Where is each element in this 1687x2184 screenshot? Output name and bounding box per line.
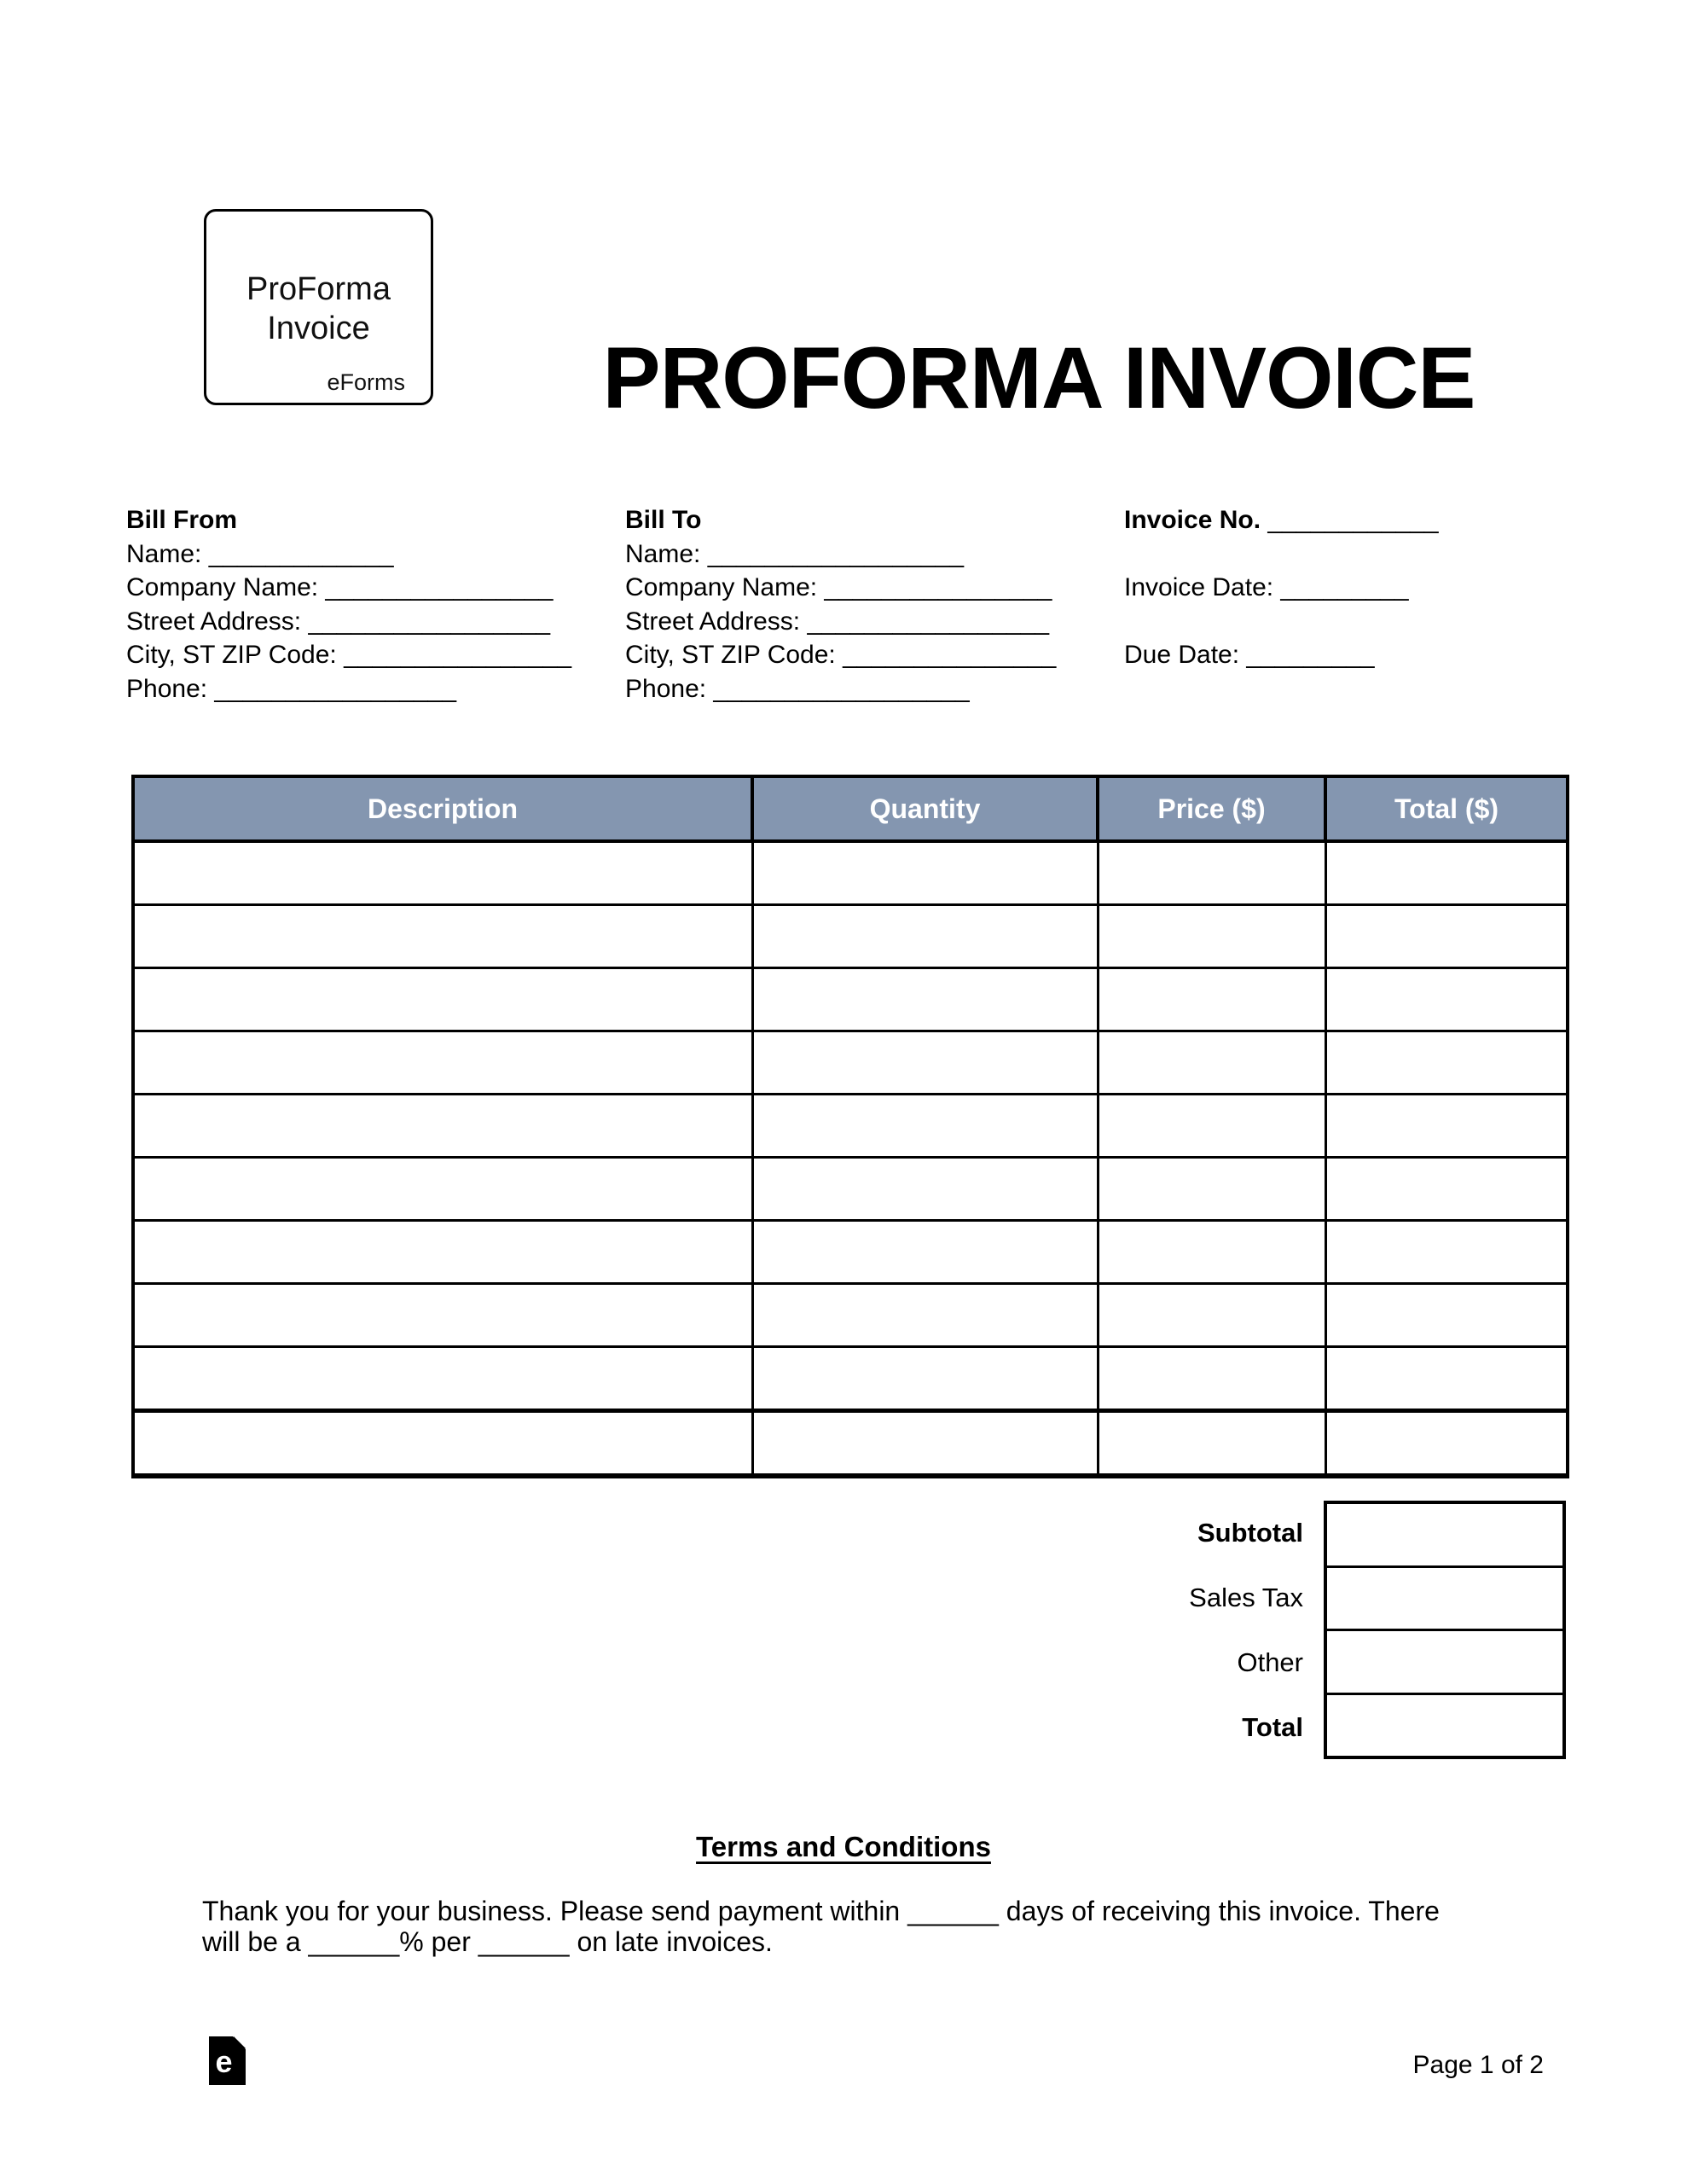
item-cell — [752, 905, 1098, 968]
subtotal-value-box — [1327, 1504, 1562, 1565]
item-cell — [752, 841, 1098, 905]
item-cell — [133, 841, 752, 905]
item-cell — [133, 1031, 752, 1095]
item-row — [133, 1411, 1568, 1477]
item-cell — [133, 1411, 752, 1477]
item-row — [133, 1095, 1568, 1158]
eforms-logo-box — [204, 209, 433, 405]
eforms-document-icon — [209, 2036, 246, 2085]
item-cell — [1325, 1347, 1568, 1411]
terms-heading: Terms and Conditions — [696, 1831, 991, 1862]
invoice-number-line — [1124, 503, 1439, 537]
bill-from-name-line: Name: _____________ — [126, 539, 394, 568]
item-row — [133, 905, 1568, 968]
column-header-description: Description — [133, 776, 752, 841]
item-row — [133, 1031, 1568, 1095]
logo-line-1: ProForma — [246, 271, 391, 307]
item-cell — [1098, 1221, 1325, 1284]
sales-tax-value-box — [1327, 1565, 1562, 1629]
item-cell — [1325, 1095, 1568, 1158]
item-cell — [133, 1284, 752, 1347]
item-cell — [133, 1347, 752, 1411]
logo-text — [206, 270, 431, 348]
item-row — [133, 1221, 1568, 1284]
bill-to-street-line: Street Address: _________________ — [625, 607, 1050, 636]
bill-from-section — [126, 503, 625, 706]
summary-boxes — [1324, 1501, 1566, 1759]
items-table-body — [133, 841, 1568, 1476]
item-cell — [133, 968, 752, 1031]
items-table-header-row — [133, 776, 1568, 841]
item-cell — [752, 1347, 1098, 1411]
item-cell — [752, 968, 1098, 1031]
bill-to-heading: Bill To — [625, 506, 702, 534]
item-cell — [1098, 1095, 1325, 1158]
item-row — [133, 1284, 1568, 1347]
column-header-price: Price ($) — [1098, 776, 1325, 841]
item-cell — [1098, 1031, 1325, 1095]
item-cell — [1325, 905, 1568, 968]
item-cell — [1325, 1411, 1568, 1477]
item-row — [133, 968, 1568, 1031]
page-title: PROFORMA INVOICE — [602, 329, 1475, 427]
item-cell — [133, 1221, 752, 1284]
item-cell — [133, 1095, 752, 1158]
invoice-date-line: Invoice Date: _________ — [1124, 573, 1409, 601]
bill-from-city-line: City, ST ZIP Code: ________________ — [126, 641, 572, 669]
terms-paragraph-line-2: will be a ______% per ______ on late invoices. — [202, 1926, 773, 1957]
item-cell — [1325, 1031, 1568, 1095]
item-cell — [1098, 1284, 1325, 1347]
subtotal-label: Subtotal — [1197, 1518, 1303, 1548]
terms-paragraph-line-1: Thank you for your business. Please send payment within ______ days of receiving this invoice. There — [202, 1896, 1440, 1926]
sales-tax-label: Sales Tax — [1189, 1583, 1303, 1612]
bill-to-company-line: Company Name: ________________ — [625, 573, 1052, 601]
bill-to-phone-line: Phone: __________________ — [625, 674, 970, 703]
bill-to-name-line: Name: __________________ — [625, 539, 965, 568]
item-cell — [752, 1284, 1098, 1347]
item-cell — [1098, 968, 1325, 1031]
bill-from-street-line: Street Address: _________________ — [126, 607, 551, 636]
other-value-box — [1327, 1629, 1562, 1693]
page-number: Page 1 of 2 — [1412, 2051, 1544, 2079]
item-cell — [1098, 1411, 1325, 1477]
item-cell — [133, 1158, 752, 1221]
logo-line-2: Invoice — [267, 311, 370, 346]
due-date-line: Due Date: _________ — [1124, 641, 1375, 669]
item-row — [133, 1158, 1568, 1221]
item-cell — [752, 1031, 1098, 1095]
item-cell — [1325, 1221, 1568, 1284]
column-header-quantity: Quantity — [752, 776, 1098, 841]
item-row — [133, 1347, 1568, 1411]
invoice-number-blank: ____________ — [1261, 506, 1439, 534]
item-cell — [1325, 1158, 1568, 1221]
item-cell — [1325, 841, 1568, 905]
item-cell — [752, 1158, 1098, 1221]
item-cell — [1325, 1284, 1568, 1347]
logo-brand-label: eForms — [327, 369, 405, 395]
other-label: Other — [1237, 1647, 1303, 1677]
item-cell — [752, 1411, 1098, 1477]
bill-to-section — [625, 503, 1124, 706]
item-cell — [752, 1221, 1098, 1284]
bill-from-company-line: Company Name: ________________ — [126, 573, 554, 601]
item-cell — [1098, 905, 1325, 968]
items-table — [131, 775, 1569, 1478]
item-cell — [752, 1095, 1098, 1158]
item-cell — [1325, 968, 1568, 1031]
column-header-total: Total ($) — [1325, 776, 1568, 841]
item-cell — [1098, 1347, 1325, 1411]
bill-from-phone-line: Phone: _________________ — [126, 674, 457, 703]
invoice-number-label: Invoice No. — [1124, 506, 1261, 534]
bill-from-heading: Bill From — [126, 506, 238, 534]
item-cell — [133, 905, 752, 968]
eforms-letter: e — [215, 2043, 233, 2079]
total-value-box — [1327, 1693, 1562, 1757]
bill-to-city-line: City, ST ZIP Code: _______________ — [625, 641, 1057, 669]
item-row — [133, 841, 1568, 905]
item-cell — [1098, 1158, 1325, 1221]
item-cell — [1098, 841, 1325, 905]
total-label: Total — [1242, 1712, 1303, 1742]
